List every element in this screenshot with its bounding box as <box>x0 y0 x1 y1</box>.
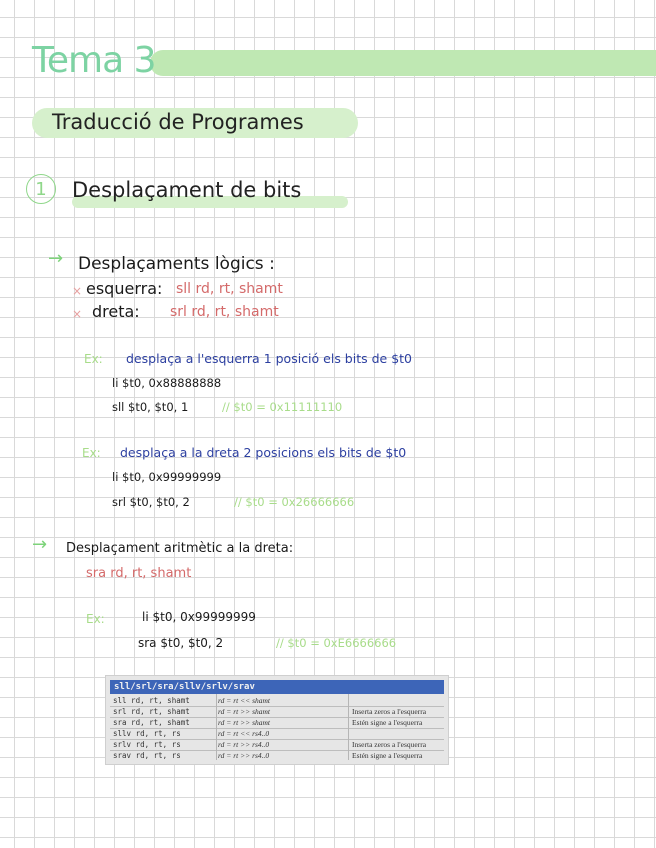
bullet-icon: × <box>72 307 83 321</box>
arith-heading: Desplaçament aritmètic a la dreta: <box>66 541 294 556</box>
table-cell-op: rd = rt >> rs4..0 <box>218 740 270 749</box>
left-shift-instr: sll rd, rt, shamt <box>176 281 283 297</box>
table-cell-instr: sll rd, rt, shamt <box>113 696 190 705</box>
page-subtitle: Traducció de Programes <box>52 110 304 134</box>
table-header: sll/srl/sra/sllv/srlv/srav <box>110 680 444 694</box>
table-divider <box>348 694 349 760</box>
table-cell-op: rd = rt >> shamt <box>218 707 270 716</box>
table-cell-note: Inserta zeros a l'esquerra <box>352 707 427 716</box>
table-cell-note: Inserta zeros a l'esquerra <box>352 740 427 749</box>
example-label: Ex: <box>84 352 103 366</box>
example-label: Ex: <box>86 612 105 626</box>
section-number: 1 <box>26 174 56 204</box>
table-row <box>110 750 444 761</box>
example-description: desplaça a l'esquerra 1 posició els bits de $t0 <box>126 351 413 366</box>
arrow-icon: → <box>32 534 48 555</box>
table-cell-op: rd = rt >> rs4..0 <box>218 751 270 760</box>
arith-instr: sra rd, rt, shamt <box>86 566 192 581</box>
code-comment: // $t0 = 0xE6666666 <box>276 636 397 650</box>
table-cell-instr: sllv rd, rt, rs <box>113 729 181 738</box>
table-cell-op: rd = rt << shamt <box>218 696 270 705</box>
right-shift-instr: srl rd, rt, shamt <box>170 304 279 320</box>
table-cell-op: rd = rt >> shamt <box>218 718 270 727</box>
code-line: li $t0, 0x88888888 <box>112 376 222 390</box>
right-shift-label: dreta: <box>92 302 140 321</box>
code-line: srl $t0, $t0, 2 <box>112 495 190 509</box>
code-line: sll $t0, $t0, 1 <box>112 400 189 414</box>
title-highlight-bar <box>150 50 656 76</box>
table-cell-note: Estén signe a l'esquerra <box>352 751 423 760</box>
table-cell-note: Estén signe a l'esquerra <box>352 718 423 727</box>
logical-heading: Desplaçaments lògics : <box>78 254 275 274</box>
table-cell-instr: srav rd, rt, rs <box>113 751 181 760</box>
table-cell-instr: sra rd, rt, shamt <box>113 718 190 727</box>
table-cell-op: rd = rt << rs4..0 <box>218 729 270 738</box>
table-divider <box>216 694 217 760</box>
section-title: Desplaçament de bits <box>72 178 302 202</box>
example-label: Ex: <box>82 446 101 460</box>
left-shift-label: esquerra: <box>86 279 163 298</box>
page-title: Tema 3 <box>32 40 156 81</box>
code-comment: // $t0 = 0x26666666 <box>234 495 355 509</box>
bullet-icon: × <box>72 284 83 298</box>
code-comment: // $t0 = 0x11111110 <box>222 400 343 414</box>
code-line: li $t0, 0x99999999 <box>142 610 256 624</box>
table-cell-instr: srl rd, rt, shamt <box>113 707 190 716</box>
code-line: li $t0, 0x99999999 <box>112 470 222 484</box>
example-description: desplaça a la dreta 2 posicions els bits de $t0 <box>120 445 407 460</box>
code-line: sra $t0, $t0, 2 <box>138 636 224 650</box>
arrow-icon: → <box>48 248 64 269</box>
table-cell-instr: srlv rd, rt, rs <box>113 740 181 749</box>
